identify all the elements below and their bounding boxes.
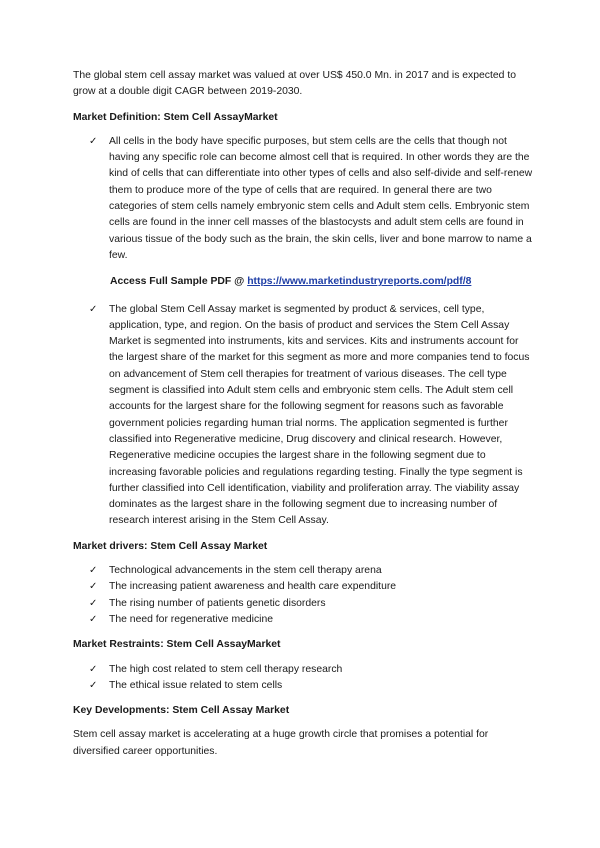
- developments-heading: Key Developments: Stem Cell Assay Market: [73, 705, 290, 717]
- access-sample-line: [110, 274, 533, 290]
- intro-paragraph: The global stem cell assay market was valued at over US$ 450.0 Mn. in 2017 and is expected to grow at a double digit CAGR between 2019-2030.: [73, 70, 516, 98]
- checkmark-icon: ✓: [89, 613, 98, 625]
- list-item: ✓ The rising number of patients genetic disorders: [89, 596, 533, 612]
- list-item: ✓ The ethical issue related to stem cells: [89, 678, 533, 694]
- restraints-heading: Market Restraints: Stem Cell AssayMarket: [73, 639, 281, 651]
- list-item: ✓ The need for regenerative medicine: [89, 612, 533, 628]
- list-item: ✓ The increasing patient awareness and health care expenditure: [89, 579, 533, 595]
- definition-block: [89, 134, 533, 264]
- checkmark-icon: ✓: [89, 565, 98, 577]
- restraints-list: [89, 662, 533, 695]
- sample-pdf-link[interactable]: https://www.marketindustryreports.com/pdf/8: [247, 276, 472, 288]
- list-item: ✓ The high cost related to stem cell therapy research: [89, 662, 533, 678]
- segmentation-block: [89, 302, 533, 530]
- document-page: [73, 68, 533, 760]
- developments-body: Stem cell assay market is accelerating at a huge growth circle that promises a potential for diversified career opportunities.: [73, 729, 489, 757]
- list-item: ✓ Technological advancements in the stem cell therapy arena: [89, 563, 533, 579]
- checkmark-icon: ✓: [89, 135, 98, 147]
- access-label: Access Full Sample PDF @: [110, 276, 248, 288]
- drivers-heading: Market drivers: Stem Cell Assay Market: [73, 540, 268, 552]
- checkmark-icon: ✓: [89, 663, 98, 675]
- checkmark-icon: ✓: [89, 679, 98, 691]
- checkmark-icon: ✓: [89, 581, 98, 593]
- definition-heading: Market Definition: Stem Cell AssayMarket: [73, 111, 278, 123]
- drivers-list: [89, 563, 533, 628]
- checkmark-icon: ✓: [89, 303, 98, 315]
- checkmark-icon: ✓: [89, 597, 98, 609]
- definition-body: All cells in the body have specific purposes, but stem cells are the cells that though not having any specific role can become almost cell that is required. In other words they are the kind of cells that can differentiate into other types of cells and also self-divide and self-renew them to produce more of the type of cells that are required. In general there are two categories of stem cells namely embryonic stem cells and Adult stem cells. Embryonic stem cells are found in the inner cell masses of the blastocysts and adult stem cells are found in various tissue of the body such as the brain, the skin cells, liver and bone marrow to name a few.: [109, 135, 533, 261]
- segmentation-body: The global Stem Cell Assay market is segmented by product & services, cell type, application, type, and region. On the basis of product and services the Stem Cell Assay Market is segmented into instruments, kits and services. Kits and instruments account for the largest share of the market for this segment as more and more companies tend to focus on advancement of Stem cell therapies for treatment of various diseases. The cell type segment is classified into Adult stem cells and embryonic stem cells. The Adult stem cell accounts for the largest share for the following segment for reasons such as favorable government policies regarding human trial norms. The application segmented is further classified into Regenerative medicine, Drug discovery and clinical research. However, Regenerative medicine occupies the largest share in the following segment due to increasing favorable policies and regulations regarding testing. Finally the type segment is further classified into Cell identification, viability and proliferation array. The viability assay dominates as the largest share in the following segment due to increasing number of research interest arising in the Stem Cell Assay.: [109, 303, 530, 527]
